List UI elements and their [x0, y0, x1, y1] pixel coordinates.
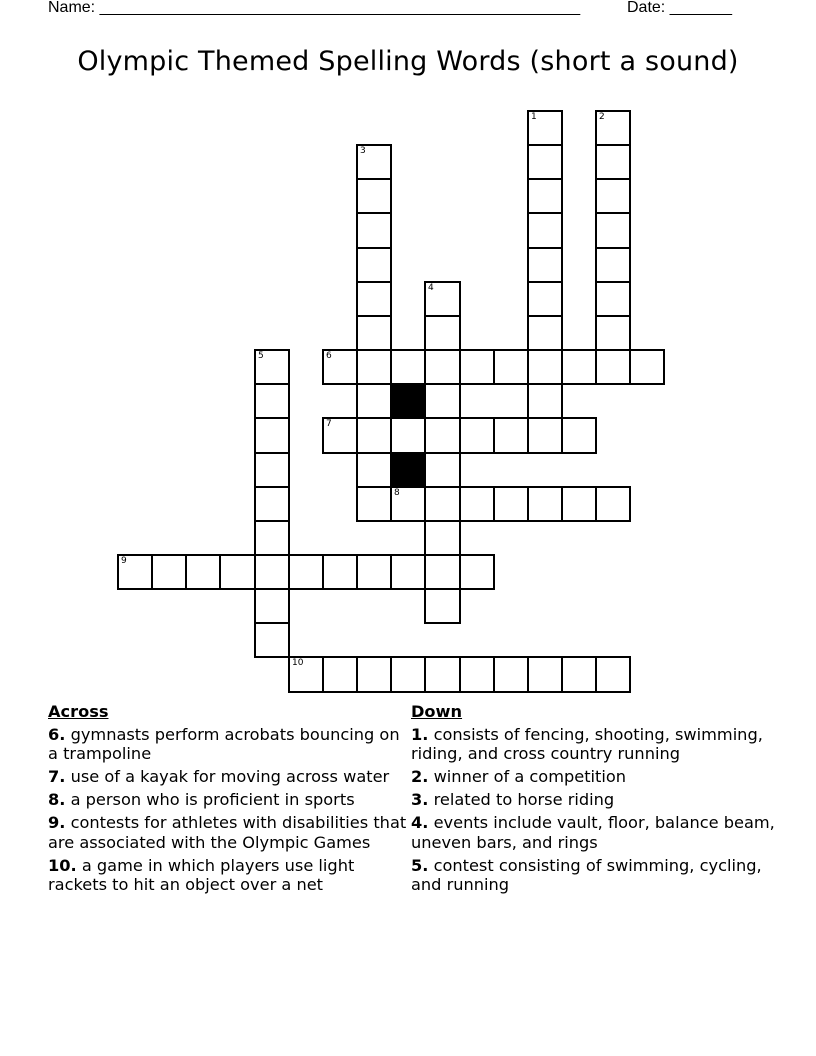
- grid-cell[interactable]: [424, 486, 461, 522]
- grid-cell[interactable]: [561, 486, 597, 522]
- down-heading: Down: [411, 702, 463, 721]
- grid-cell[interactable]: [595, 349, 631, 385]
- grid-cell[interactable]: [356, 281, 392, 317]
- clue-number-label: 7: [326, 419, 332, 429]
- grid-cell[interactable]: [288, 554, 324, 590]
- date-field[interactable]: Date: _______: [627, 0, 732, 16]
- grid-cell[interactable]: [527, 417, 563, 454]
- grid-cell[interactable]: [595, 281, 631, 317]
- clue-number: 2.: [411, 767, 429, 786]
- grid-cell[interactable]: [356, 315, 392, 351]
- grid-cell[interactable]: [493, 486, 529, 522]
- clue-down-2: [411, 767, 781, 787]
- grid-cell[interactable]: [254, 588, 290, 624]
- grid-cell[interactable]: [424, 315, 461, 351]
- grid-cell[interactable]: [424, 383, 461, 419]
- grid-cell[interactable]: [595, 212, 631, 249]
- grid-cell[interactable]: [527, 315, 563, 351]
- clue-number: 8.: [48, 790, 66, 809]
- grid-cell[interactable]: [527, 349, 563, 385]
- clue-across-6: [48, 725, 410, 764]
- grid-cell[interactable]: [527, 247, 563, 283]
- clue-text: contest consisting of swimming, cycling, and running: [411, 855, 762, 894]
- grid-cell[interactable]: [527, 178, 563, 214]
- clue-number-label: 10: [292, 658, 304, 668]
- grid-cell[interactable]: [595, 656, 631, 693]
- grid-cell[interactable]: [459, 486, 495, 522]
- grid-cell[interactable]: [527, 656, 563, 693]
- grid-cell[interactable]: [595, 144, 631, 180]
- grid-cell[interactable]: [322, 349, 358, 385]
- grid-cell[interactable]: [254, 383, 290, 419]
- grid-cell[interactable]: [424, 281, 461, 317]
- grid-cell[interactable]: [595, 110, 631, 146]
- grid-cell[interactable]: [424, 554, 461, 590]
- grid-cell[interactable]: [595, 315, 631, 351]
- grid-cell[interactable]: [322, 554, 358, 590]
- grid-cell[interactable]: [595, 247, 631, 283]
- across-heading: Across: [48, 702, 109, 721]
- grid-cell[interactable]: [629, 349, 665, 385]
- clue-number: 10.: [48, 855, 77, 875]
- clue-number-label: 2: [599, 112, 605, 122]
- grid-cell[interactable]: [459, 656, 495, 693]
- grid-cell[interactable]: [151, 554, 187, 590]
- grid-cell[interactable]: [527, 486, 563, 522]
- clue-number: 9.: [48, 813, 66, 832]
- clue-text: winner of a competition: [428, 767, 627, 786]
- grid-cell[interactable]: [356, 212, 392, 249]
- black-cell: [390, 452, 426, 488]
- grid-cell[interactable]: [527, 212, 563, 249]
- grid-cell[interactable]: [356, 417, 392, 454]
- grid-cell[interactable]: [390, 554, 426, 590]
- clue-text: consists of fencing, shooting, swimming, riding, and cross country running: [411, 724, 763, 763]
- clue-text: events include vault, floor, balance beam, uneven bars, and rings: [411, 813, 775, 852]
- grid-cell[interactable]: [390, 486, 426, 522]
- grid-cell[interactable]: [424, 349, 461, 385]
- clue-number-label: 4: [428, 283, 434, 293]
- clue-number: 5.: [411, 855, 429, 875]
- grid-cell[interactable]: [254, 417, 290, 454]
- grid-cell[interactable]: [356, 178, 392, 214]
- clue-text: related to horse riding: [428, 790, 615, 809]
- grid-cell[interactable]: [356, 383, 392, 419]
- grid-cell[interactable]: [527, 281, 563, 317]
- grid-cell[interactable]: [254, 349, 290, 385]
- black-cell: [390, 383, 426, 419]
- grid-cell[interactable]: [459, 349, 495, 385]
- grid-cell[interactable]: [356, 144, 392, 180]
- grid-cell[interactable]: [459, 417, 495, 454]
- grid-cell[interactable]: [390, 417, 426, 454]
- grid-cell[interactable]: [561, 656, 597, 693]
- clue-text: a game in which players use light rackets to hit an object over a net: [48, 855, 355, 894]
- grid-cell[interactable]: [527, 383, 563, 419]
- clue-down-3: [411, 790, 781, 810]
- grid-cell[interactable]: [117, 554, 153, 590]
- grid-cell[interactable]: [254, 622, 290, 658]
- clue-number-label: 1: [531, 112, 537, 122]
- grid-cell[interactable]: [561, 417, 597, 454]
- clue-number: 4.: [411, 813, 429, 832]
- page-title: Olympic Themed Spelling Words (short a sound): [77, 46, 739, 77]
- clue-number-label: 6: [326, 351, 332, 361]
- grid-cell[interactable]: [254, 520, 290, 556]
- clue-number-label: 8: [394, 488, 400, 498]
- grid-cell[interactable]: [424, 588, 461, 624]
- clue-number: 1.: [411, 724, 429, 744]
- clue-down-1: [411, 725, 781, 764]
- grid-cell[interactable]: [493, 417, 529, 454]
- grid-cell[interactable]: [356, 486, 392, 522]
- grid-cell[interactable]: [356, 554, 392, 590]
- grid-cell[interactable]: [356, 452, 392, 488]
- grid-cell[interactable]: [424, 656, 461, 693]
- clue-down-4: [411, 813, 781, 852]
- grid-cell[interactable]: [459, 554, 495, 590]
- clue-across-8: [48, 790, 410, 810]
- grid-cell[interactable]: [356, 656, 392, 693]
- grid-cell[interactable]: [390, 349, 426, 385]
- name-field[interactable]: Name: ______________________________________________________: [48, 0, 581, 16]
- clue-number: 6.: [48, 724, 66, 744]
- clue-down-5: [411, 856, 781, 895]
- clue-text: gymnasts perform acrobats bouncing on a trampoline: [48, 724, 400, 763]
- clue-text: use of a kayak for moving across water: [65, 767, 390, 786]
- grid-cell[interactable]: [527, 110, 563, 146]
- grid-cell[interactable]: [424, 520, 461, 556]
- clue-across-9: [48, 813, 410, 852]
- grid-cell[interactable]: [254, 554, 290, 590]
- down-clues: [411, 702, 781, 898]
- grid-cell[interactable]: [527, 144, 563, 180]
- clue-text: contests for athletes with disabilities that are associated with the Olympic Games: [48, 813, 407, 852]
- grid-cell[interactable]: [356, 247, 392, 283]
- clue-number: 7.: [48, 767, 66, 786]
- clue-across-7: [48, 767, 410, 787]
- grid-cell[interactable]: [493, 349, 529, 385]
- across-clues: [48, 702, 410, 898]
- grid-cell[interactable]: [390, 656, 426, 693]
- grid-cell[interactable]: [356, 349, 392, 385]
- grid-cell[interactable]: [493, 656, 529, 693]
- grid-cell[interactable]: [254, 486, 290, 522]
- grid-cell[interactable]: [424, 452, 461, 488]
- clue-text: a person who is proficient in sports: [65, 790, 355, 809]
- clue-number-label: 5: [258, 351, 264, 361]
- clue-number: 3.: [411, 790, 429, 809]
- grid-cell[interactable]: [322, 417, 358, 454]
- grid-cell[interactable]: [424, 417, 461, 454]
- grid-cell[interactable]: [322, 656, 358, 693]
- grid-cell[interactable]: [561, 349, 597, 385]
- clue-number-label: 3: [360, 146, 366, 156]
- clue-across-10: [48, 856, 410, 895]
- grid-cell[interactable]: [219, 554, 256, 590]
- grid-cell[interactable]: [595, 178, 631, 214]
- grid-cell[interactable]: [595, 486, 631, 522]
- grid-cell[interactable]: [288, 656, 324, 693]
- grid-cell[interactable]: [185, 554, 221, 590]
- clue-number-label: 9: [121, 556, 127, 566]
- grid-cell[interactable]: [254, 452, 290, 488]
